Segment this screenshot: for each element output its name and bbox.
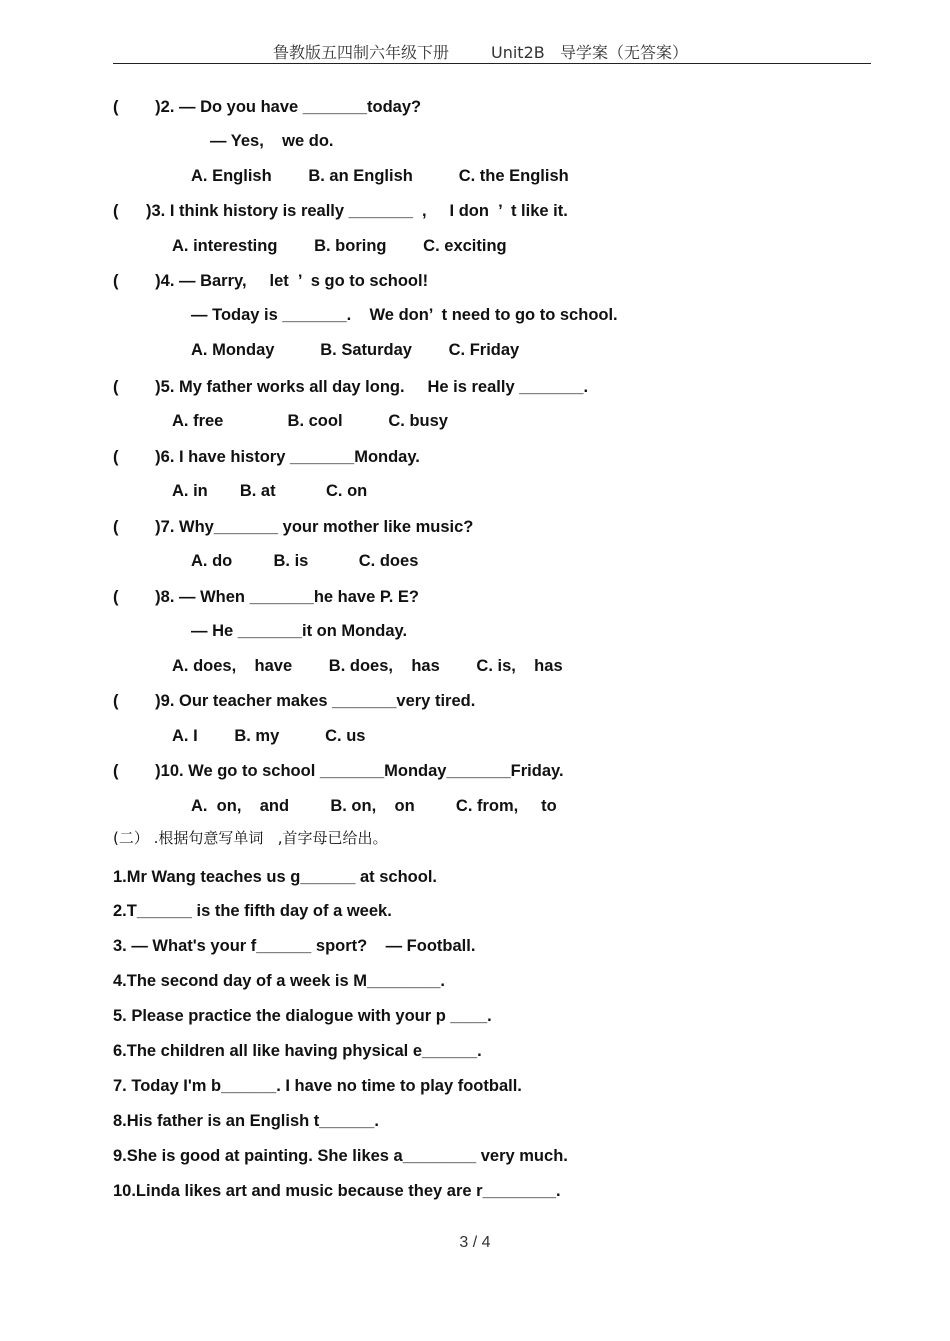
- question-options: A. free B. cool C. busy: [172, 412, 448, 430]
- question-stem: ( )4. — Barry, let ’ s go to school!: [113, 272, 429, 290]
- fill-item: 3. — What's your f______ sport? — Football.: [113, 937, 476, 955]
- fill-item: 5. Please practice the dialogue with your p ____.: [113, 1007, 492, 1025]
- page-header: [113, 38, 871, 64]
- question-stem: ( )8. — When _______he have P. E?: [113, 588, 419, 606]
- question-options: A. does, have B. does, has C. is, has: [172, 657, 563, 675]
- fill-item: 9.She is good at painting. She likes a________ very much.: [113, 1147, 568, 1165]
- question-options: A. in B. at C. on: [172, 482, 368, 500]
- question-options: A. I B. my C. us: [172, 727, 366, 745]
- question-stem: ( )5. My father works all day long. He is really _______.: [113, 378, 589, 396]
- fill-item: 7. Today I'm b______. I have no time to play football.: [113, 1077, 522, 1095]
- header-subtitle: Unit2B 导学案（无答案）: [491, 43, 688, 62]
- question-stem: ( )10. We go to school _______Monday_______Friday.: [113, 762, 564, 780]
- question-stem: ( )2. — Do you have _______today?: [113, 98, 422, 116]
- fill-item: 1.Mr Wang teaches us g______ at school.: [113, 868, 438, 886]
- fill-item: 6.The children all like having physical e______.: [113, 1042, 482, 1060]
- question-dialogue: — Today is _______. We don’ t need to go to school.: [191, 306, 618, 324]
- question-options: A. on, and B. on, on C. from, to: [191, 797, 557, 815]
- question-options: A. Monday B. Saturday C. Friday: [191, 341, 520, 359]
- fill-item: 2.T______ is the fifth day of a week.: [113, 902, 392, 920]
- page-number: 3 / 4: [459, 1234, 491, 1251]
- question-dialogue: — Yes, we do.: [210, 132, 334, 150]
- fill-item: 4.The second day of a week is M________.: [113, 972, 445, 990]
- question-stem: ( )6. I have history _______Monday.: [113, 448, 420, 466]
- fill-item: 10.Linda likes art and music because they are r________.: [113, 1182, 561, 1200]
- question-options: A. English B. an English C. the English: [191, 167, 569, 185]
- question-stem: ( )9. Our teacher makes _______very tired.: [113, 692, 476, 710]
- question-stem: ( )7. Why_______ your mother like music?: [113, 518, 474, 536]
- question-stem: ( )3. I think history is really _______ , I don ’ t like it.: [113, 202, 568, 220]
- header-title: 鲁教版五四制六年级下册: [273, 43, 450, 62]
- section-title: (二） .根据句意写单词 ,首字母已给出。: [113, 829, 388, 847]
- question-dialogue: — He _______it on Monday.: [191, 622, 408, 640]
- question-options: A. do B. is C. does: [191, 552, 419, 570]
- fill-item: 8.His father is an English t______.: [113, 1112, 379, 1130]
- question-options: A. interesting B. boring C. exciting: [172, 237, 507, 255]
